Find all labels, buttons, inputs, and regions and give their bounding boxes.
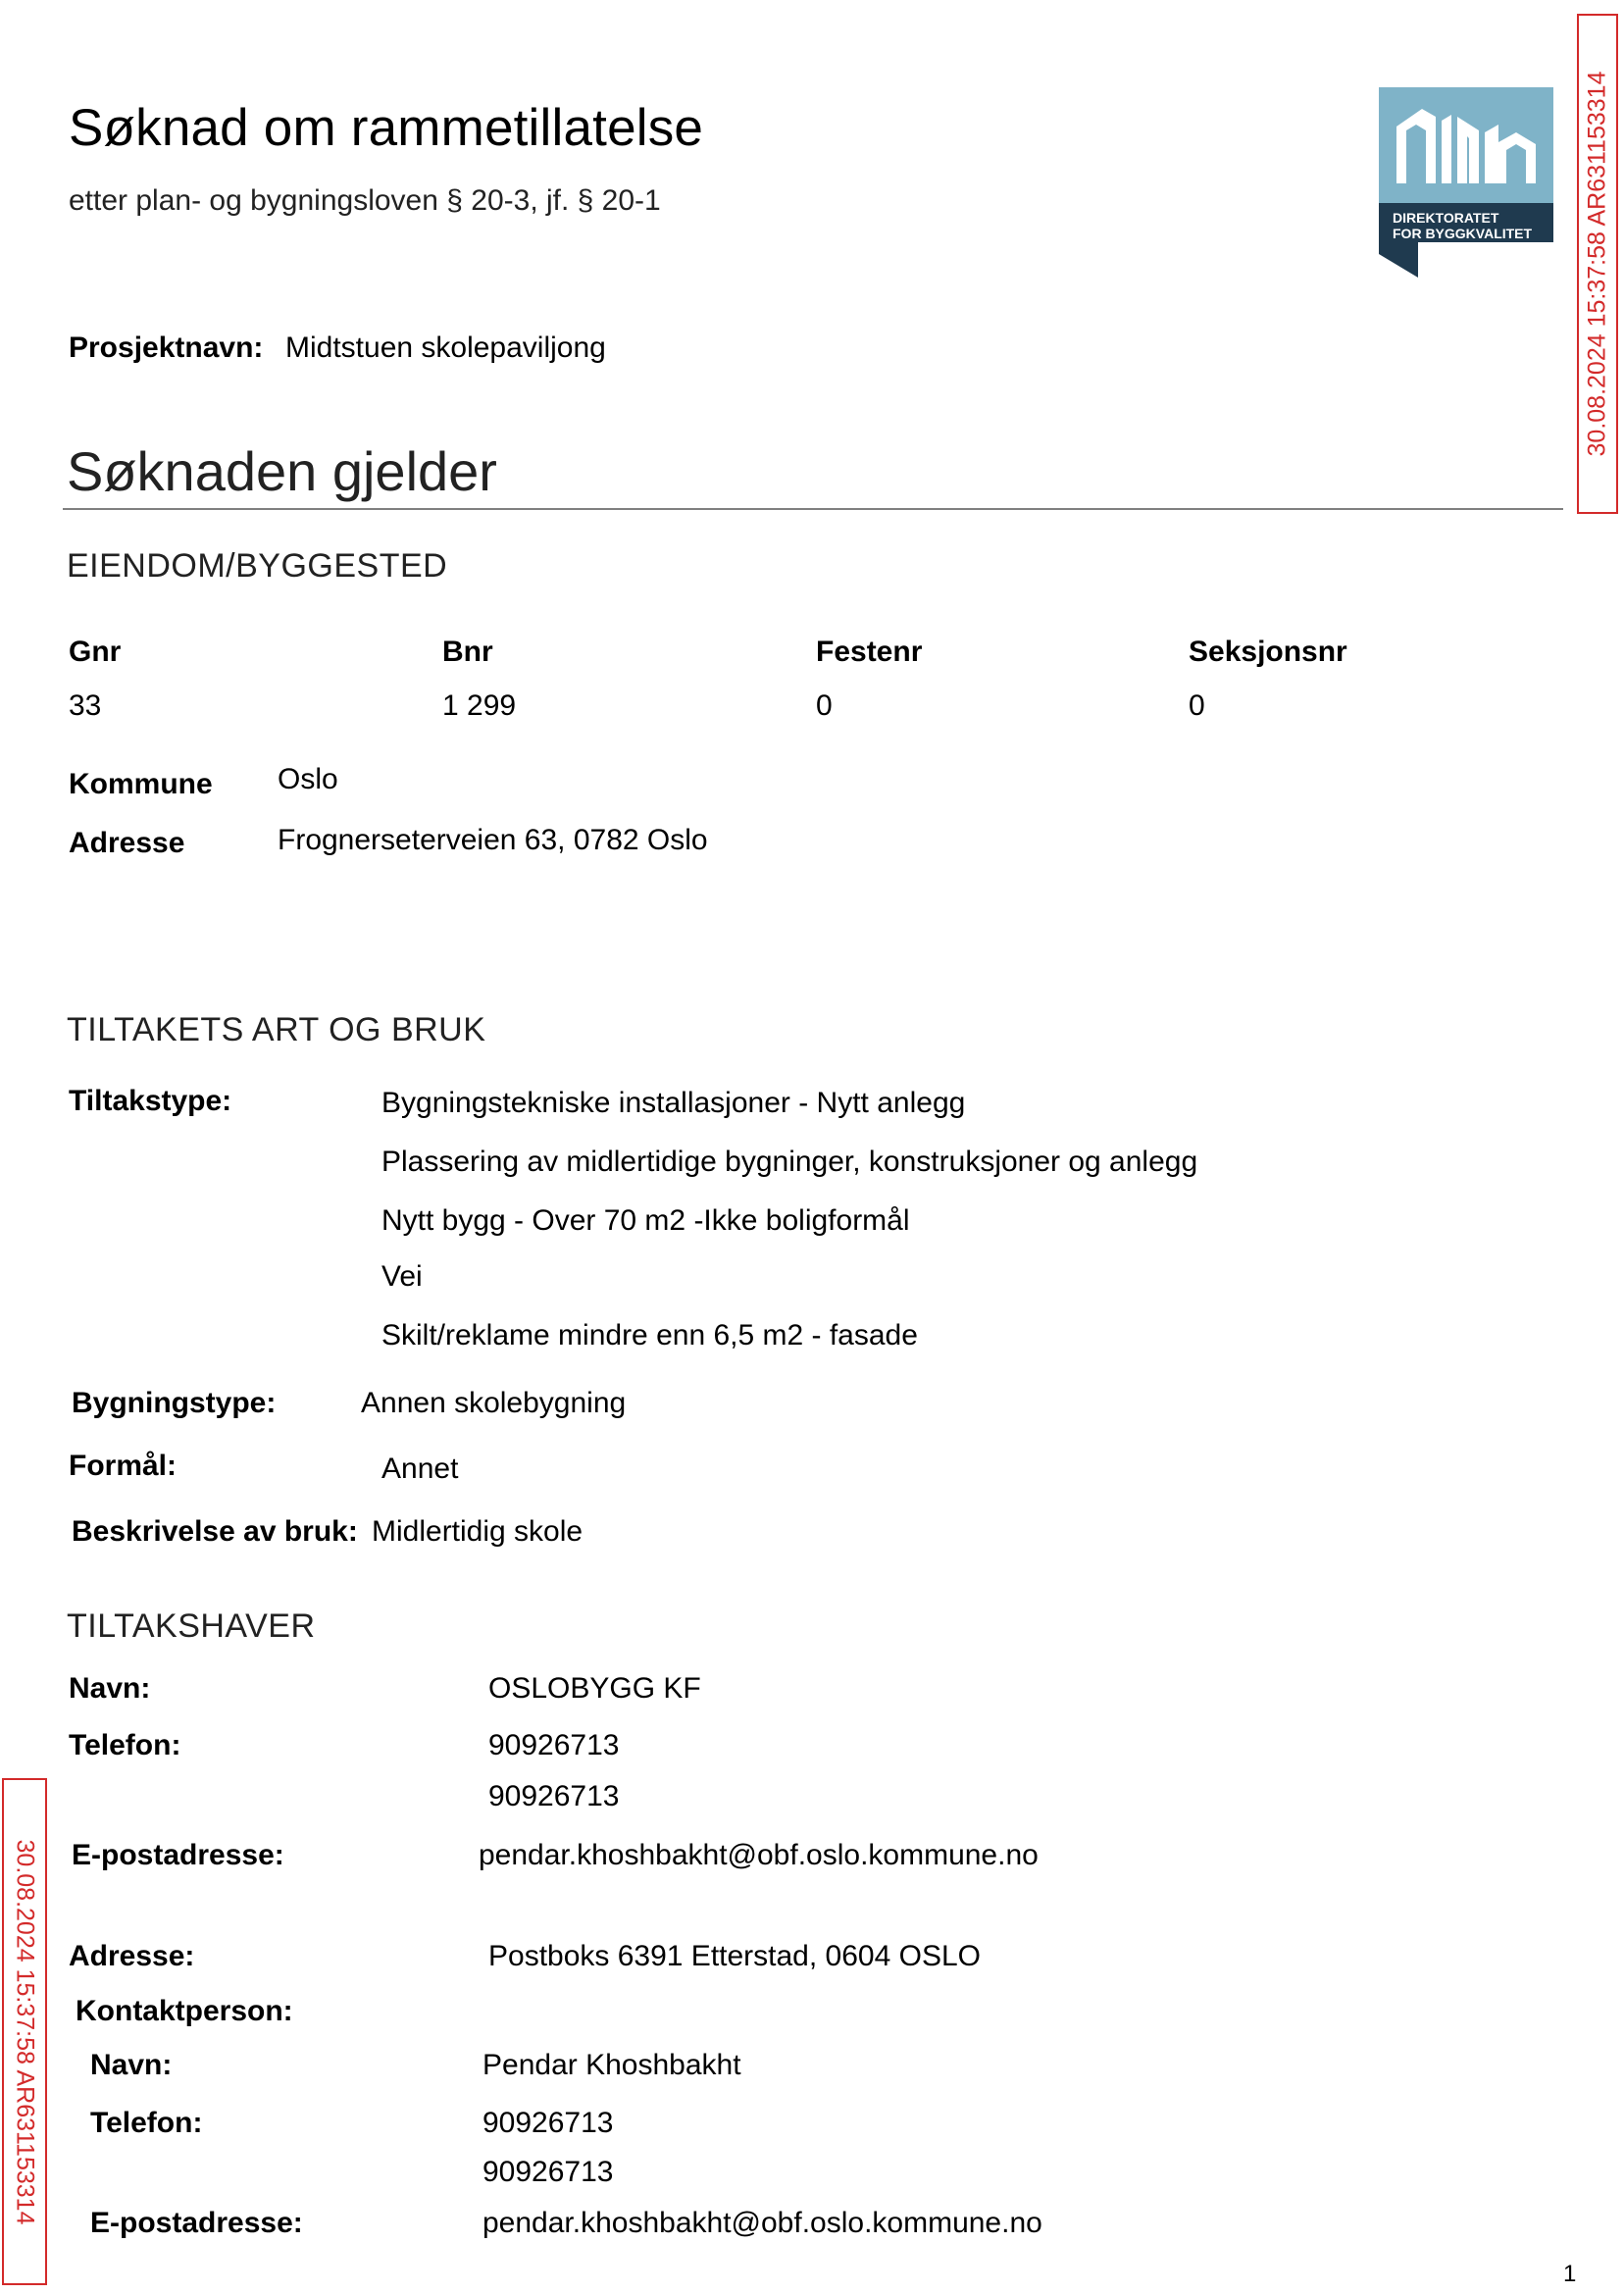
kommune-value: Oslo <box>278 763 338 795</box>
tiltakstype-item: Nytt bygg - Over 70 m2 -Ikke boligformål <box>381 1204 910 1237</box>
beskrivelse-value: Midlertidig skole <box>372 1515 584 1548</box>
kontakt-epost-value: pendar.khoshbakht@obf.oslo.kommune.no <box>482 2207 1042 2239</box>
seksjonsnr-label: Seksjonsnr <box>1189 636 1347 668</box>
gnr-label: Gnr <box>69 636 122 668</box>
document-subtitle: etter plan- og bygningsloven § 20-3, jf. § 20-1 <box>69 184 661 217</box>
gnr-value: 33 <box>69 689 102 722</box>
tiltakshaver-adresse-label: Adresse: <box>69 1940 195 1972</box>
tiltakshaver-telefon-value: 90926713 <box>488 1729 620 1761</box>
tiltak-heading: TILTAKETS ART OG BRUK <box>67 1011 486 1048</box>
logo-text-line2: FOR BYGGKVALITET <box>1393 226 1533 241</box>
kontaktperson-label: Kontaktperson: <box>76 1995 293 2027</box>
kontakt-telefon-value: 90926713 <box>482 2156 614 2188</box>
project-name-value: Midtstuen skolepaviljong <box>285 331 606 364</box>
tiltakstype-item: Skilt/reklame mindre enn 6,5 m2 - fasade <box>381 1319 918 1351</box>
kontakt-navn-label: Navn: <box>90 2049 173 2081</box>
beskrivelse-label: Beskrivelse av bruk: <box>72 1515 358 1548</box>
adresse-value: Frognerseterveien 63, 0782 Oslo <box>278 824 708 856</box>
kommune-label: Kommune <box>69 768 213 800</box>
timestamp-stamp-right-text: 30.08.2024 15:37:58 AR631153314 <box>1583 71 1611 457</box>
tiltakshaver-navn-value: OSLOBYGG KF <box>488 1672 701 1705</box>
page-number: 1 <box>1563 2261 1577 2287</box>
bygningstype-label: Bygningstype: <box>72 1387 277 1419</box>
tiltakshaver-epost-value: pendar.khoshbakht@obf.oslo.kommune.no <box>479 1839 1039 1871</box>
formal-value: Annet <box>381 1453 459 1485</box>
tiltakshaver-navn-label: Navn: <box>69 1672 151 1705</box>
festenr-label: Festenr <box>816 636 923 668</box>
tiltakshaver-telefon-label: Telefon: <box>69 1729 181 1761</box>
bnr-label: Bnr <box>442 636 493 668</box>
timestamp-stamp-left-text: 30.08.2024 15:37:58 AR631153314 <box>11 1839 39 2224</box>
kontakt-epost-label: E-postadresse: <box>90 2207 303 2239</box>
tiltakstype-label: Tiltakstype: <box>69 1085 232 1117</box>
formal-label: Formål: <box>69 1450 178 1482</box>
kontakt-navn-value: Pendar Khoshbakht <box>482 2049 741 2081</box>
adresse-label: Adresse <box>69 827 185 859</box>
tiltakshaver-heading: TILTAKSHAVER <box>67 1607 316 1645</box>
bygningstype-value: Annen skolebygning <box>361 1387 627 1419</box>
logo-text-line1: DIREKTORATET <box>1393 210 1499 226</box>
section-divider <box>63 508 1563 510</box>
tiltakshaver-epost-label: E-postadresse: <box>72 1839 284 1871</box>
bnr-value: 1 299 <box>442 689 517 722</box>
festenr-value: 0 <box>816 689 833 722</box>
document-title: Søknad om rammetillatelse <box>69 99 704 157</box>
kontakt-telefon-value: 90926713 <box>482 2107 614 2139</box>
seksjonsnr-value: 0 <box>1189 689 1205 722</box>
dibk-logo <box>1379 87 1553 278</box>
kontakt-telefon-label: Telefon: <box>90 2107 203 2139</box>
tiltakstype-item: Bygningstekniske installasjoner - Nytt anlegg <box>381 1087 966 1119</box>
project-name-label: Prosjektnavn: <box>69 331 264 364</box>
tiltakstype-item: Plassering av midlertidige bygninger, konstruksjoner og anlegg <box>381 1146 1198 1178</box>
eiendom-heading: EIENDOM/BYGGESTED <box>67 547 448 585</box>
dibk-logo-icon <box>1379 87 1553 278</box>
tiltakstype-item: Vei <box>381 1260 423 1293</box>
timestamp-stamp-left <box>2 1778 47 2285</box>
section-title: Søknaden gjelder <box>67 440 497 502</box>
timestamp-stamp-right <box>1577 14 1618 514</box>
tiltakshaver-adresse-value: Postboks 6391 Etterstad, 0604 OSLO <box>488 1940 981 1972</box>
tiltakshaver-telefon-value: 90926713 <box>488 1780 620 1812</box>
